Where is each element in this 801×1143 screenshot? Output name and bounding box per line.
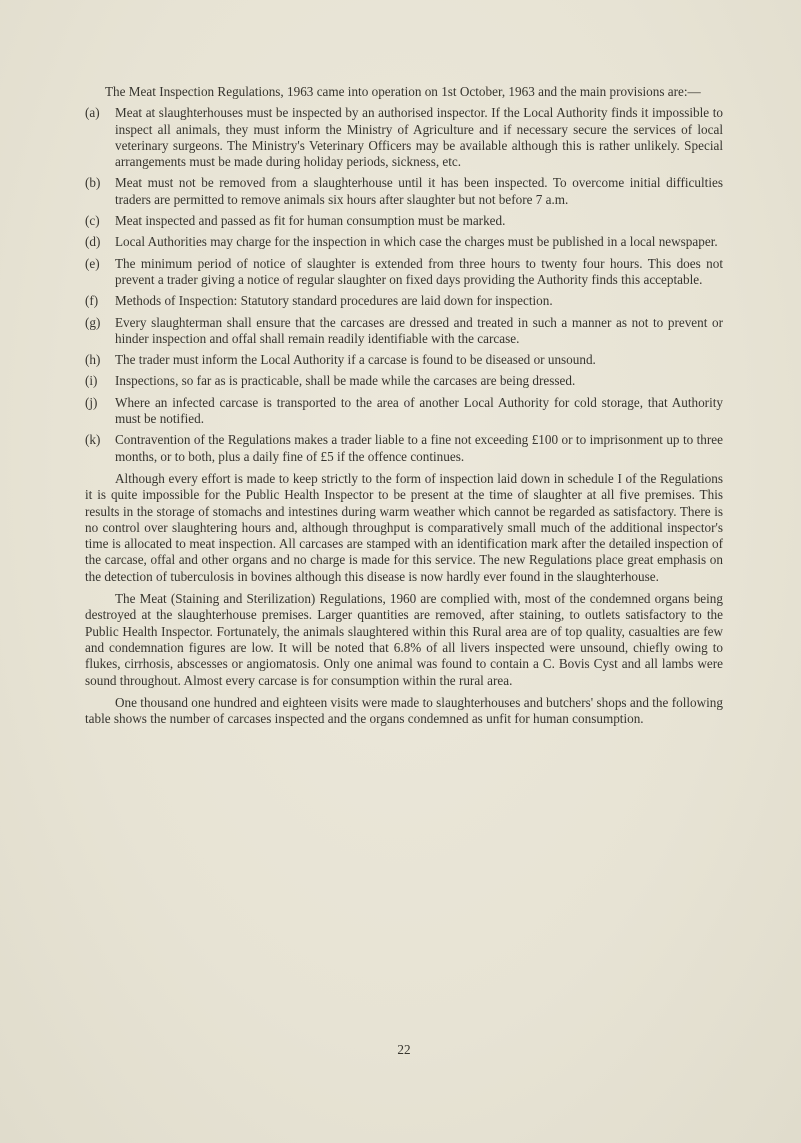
provision-item-k (85, 432, 723, 465)
provision-item-j (85, 395, 723, 428)
provision-item-b (85, 175, 723, 208)
provision-text: Local Authorities may charge for the inspection in which case the charges must be published in a local newspaper. (115, 234, 718, 250)
provision-item-f (85, 293, 723, 309)
body-paragraph-1: Although every effort is made to keep strictly to the form of inspection laid down in schedule I of the Regulations it is quite impossible for the Public Health Inspector to be present at the time of slaughter at all five premises. This results in the storage of stomachs and intestines during warm weather which cannot be regarded as satisfactory. There is no control over slaughtering hours and, although throughput is comparatively small much of the additional inspector's time is allocated to meat inspection. All carcases are stamped with an identification mark after the detailed inspection of the carcase, offal and other organs and no charge is made for this service. The new Regulations place great emphasis on the detection of tuberculosis in bovines although this disease is now hardly ever found in the slaughterhouse. (85, 470, 723, 584)
provision-label: (i) (85, 373, 98, 389)
provision-text: Meat inspected and passed as fit for human consumption must be marked. (115, 213, 506, 229)
provision-label: (b) (85, 175, 101, 191)
provision-item-h (85, 352, 723, 368)
provision-label: (d) (85, 234, 101, 250)
document-page (85, 84, 723, 727)
provision-text: The trader must inform the Local Authority if a carcase is found to be diseased or unsound. (115, 352, 596, 368)
body-paragraph-2: The Meat (Staining and Sterilization) Regulations, 1960 are complied with, most of the condemned organs being destroyed at the slaughterhouse premises. Larger quantities are removed, after staining, to outlets satisfactory to the Public Health Inspector. Fortunately, the animals slaughtered within this Rural area are of top quality, casualties are few and condemnation figures are low. It will be noted that 6.8% of all livers inspected were unsound, chiefly owing to flukes, cirrhosis, abscesses or angiomatosis. Only one animal was found to contain a C. Bovis Cyst and all lambs were sound throughout. Almost every carcase is for consumption within the rural area. (85, 591, 723, 688)
provision-text: Meat at slaughterhouses must be inspected by an authorised inspector. If the Local Authority finds it impossible to inspect all animals, they must inform the Ministry of Agriculture and if necessary secure the services of local veterinary surgeons. The Ministry's Veterinary Officers may be available although this is rather unlikely. Special arrangements must be made during holiday periods, sickness, etc. (115, 105, 723, 170)
page-number: 22 (397, 1042, 411, 1057)
provision-item-i (85, 373, 723, 389)
provision-text: Where an infected carcase is transported to the area of another Local Authority for cold storage, that Authority must be notified. (115, 394, 723, 427)
provision-text: Methods of Inspection: Statutory standard procedures are laid down for inspection. (115, 293, 553, 309)
provision-text: Meat must not be removed from a slaughterhouse until it has been inspected. To overcome initial difficulties traders are permitted to remove animals six hours after slaughter but not before 7 a.m. (115, 175, 723, 207)
body-paragraph-3: One thousand one hundred and eighteen visits were made to slaughterhouses and butchers' shops and the following table shows the number of carcases inspected and the organs condemned as unfit for human consumption. (85, 694, 723, 727)
provision-text: Contravention of the Regulations makes a trader liable to a fine not exceeding £100 or to imprisonment up to three months, or to both, plus a daily fine of £5 if the offence continues. (115, 432, 723, 464)
provision-label: (j) (85, 394, 98, 410)
provision-item-g (85, 315, 723, 348)
provision-label: (a) (85, 105, 100, 121)
provision-item-c (85, 213, 723, 229)
provision-label: (g) (85, 314, 101, 330)
provision-label: (h) (85, 352, 101, 368)
provision-label: (c) (85, 213, 100, 229)
provision-label: (e) (85, 255, 100, 271)
provision-label: (k) (85, 432, 101, 448)
intro-paragraph: The Meat Inspection Regulations, 1963 came into operation on 1st October, 1963 and the main provisions are:— (105, 84, 701, 99)
provision-item-a (85, 105, 723, 170)
provision-label: (f) (85, 293, 99, 309)
provision-item-d (85, 234, 723, 250)
provision-item-e (85, 256, 723, 289)
provision-text: Inspections, so far as is practicable, shall be made while the carcases are being dressed. (115, 373, 576, 389)
provision-text: The minimum period of notice of slaughter is extended from three hours to twenty four hours. This does not prevent a trader giving a notice of regular slaughter on fixed days providing the Authority finds this acceptable. (115, 255, 723, 287)
provision-text: Every slaughterman shall ensure that the carcases are dressed and treated in such a manner as not to prevent or hinder inspection and offal shall remain readily identifiable with the carcase. (115, 314, 723, 346)
